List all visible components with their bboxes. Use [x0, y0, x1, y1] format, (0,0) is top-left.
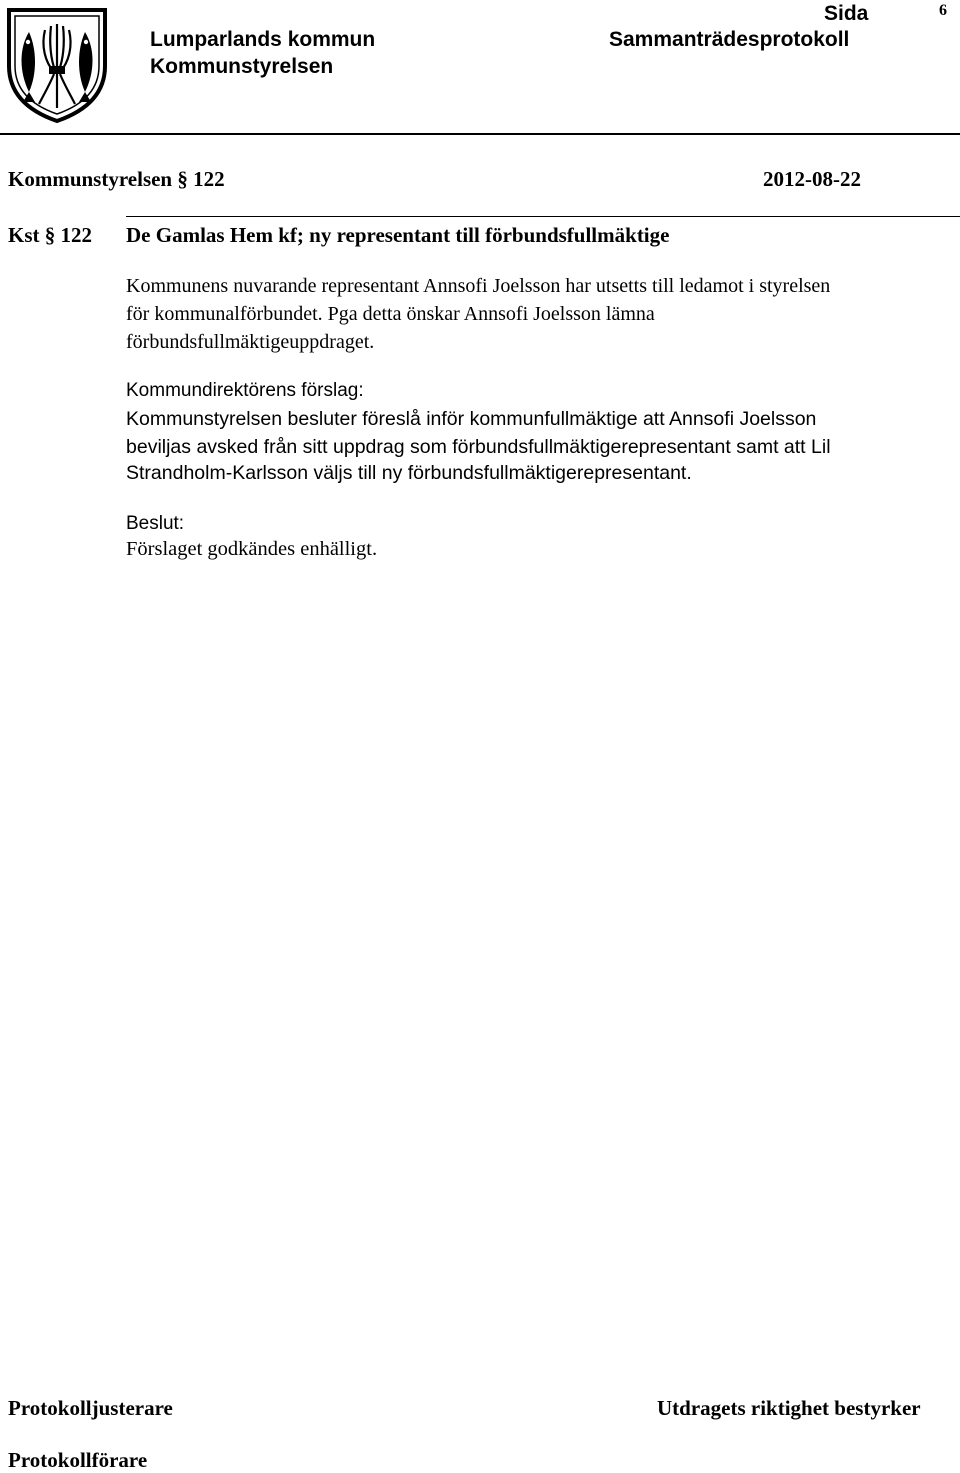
item-ref	[8, 223, 92, 248]
section-sign: §	[44, 223, 56, 247]
footer-adjuster: Protokolljusterare	[8, 1396, 173, 1420]
header-page-number: 6	[939, 2, 947, 19]
header-page-label: Sida	[824, 2, 869, 25]
intro-line-3: förbundsfullmäktigeuppdraget.	[126, 331, 375, 353]
footer-certifier: Utdragets riktighet bestyrker	[657, 1396, 921, 1420]
item-number: 122	[60, 223, 92, 247]
meeting-body-label: Kommunstyrelsen	[8, 167, 173, 191]
meeting-date: 2012-08-22	[763, 167, 861, 191]
decision-heading: Beslut:	[126, 513, 185, 534]
decision-text: Förslaget godkändes enhälligt.	[126, 538, 378, 560]
item-title: De Gamlas Hem kf; ny representant till förbundsfullmäktige	[126, 223, 670, 247]
meeting-body	[8, 167, 225, 192]
proposal-line-3: Strandholm-Karlsson väljs till ny förbundsfullmäktigerepresentant.	[126, 462, 692, 484]
coat-of-arms-icon	[5, 4, 109, 124]
proposal-line-2: beviljas avsked från sitt uppdrag som förbundsfullmäktigerepresentant samt att Lil	[126, 436, 831, 458]
intro-line-1: Kommunens nuvarande representant Annsofi Joelsson har utsetts till ledamot i styrelsen	[126, 275, 831, 297]
footer-keeper: Protokollförare	[8, 1448, 148, 1472]
item-code: Kst	[8, 223, 40, 247]
intro-line-2: för kommunalförbundet. Pga detta önskar Annsofi Joelsson lämna	[126, 303, 655, 325]
header-dept: Kommunstyrelsen	[150, 55, 334, 78]
proposal-line-1: Kommunstyrelsen besluter föreslå inför kommunfullmäktige att Annsofi Joelsson	[126, 408, 817, 430]
section-rule	[126, 216, 960, 217]
meeting-section: 122	[193, 167, 225, 191]
section-sign: §	[177, 167, 188, 191]
header-org: Lumparlands kommun	[150, 28, 376, 51]
header-doc-type: Sammanträdesprotokoll	[609, 28, 850, 51]
proposal-heading: Kommundirektörens förslag:	[126, 380, 364, 401]
header-rule	[0, 133, 960, 135]
